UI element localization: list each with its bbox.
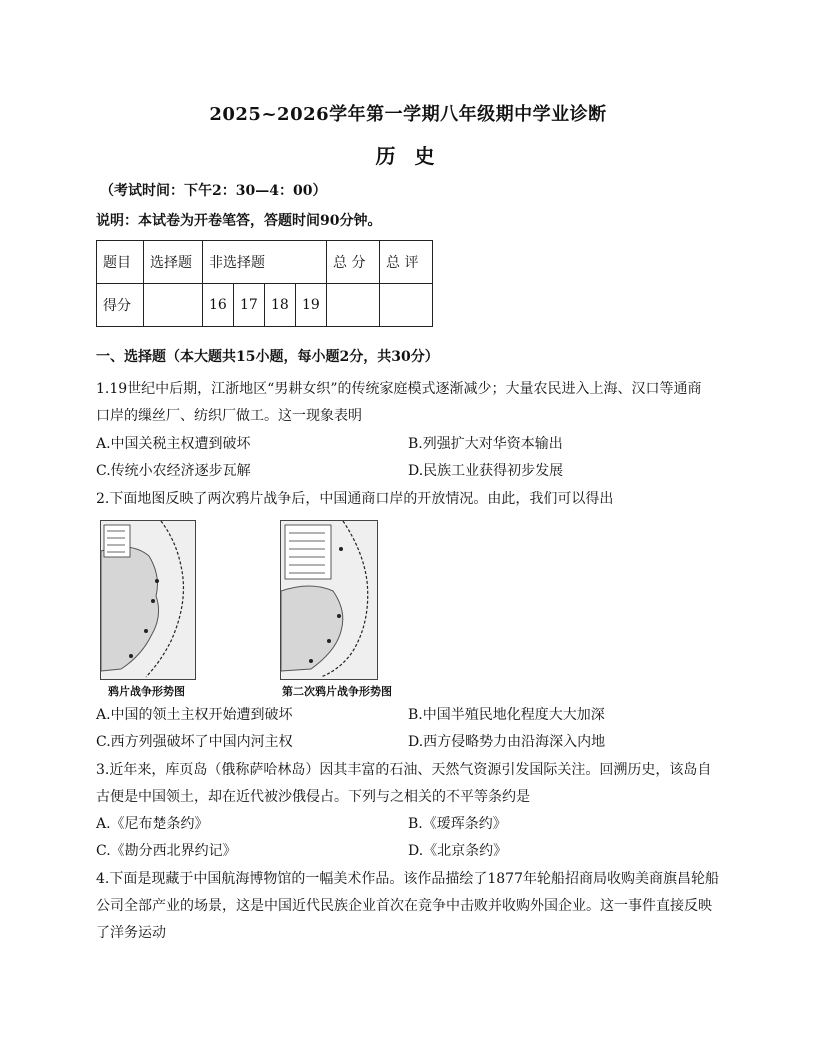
q4-stem-line2: 公司全部产业的场景，这是中国近代民族企业首次在竞争中击败并收购外国企业。这一事件直接反映 [96,898,712,914]
table-cell: 选择题 [144,241,203,284]
table-row [97,241,433,284]
q4-stem-line3: 了洋务运动 [96,925,166,941]
score-table [96,240,433,327]
subject-title: 历 史 [375,144,441,168]
q3-stem-line2: 古便是中国领土，却在近代被沙俄侵占。下列与之相关的不平等条约是 [96,789,530,805]
table-cell: 18 [265,284,296,327]
q4-stem-line1: 4.下面是现藏于中国航海博物馆的一幅美术作品。该作品描绘了1877年轮船招商局收购美商旗昌轮船 [96,871,719,887]
exam-time: （考试时间：下午2：30—4：00） [100,183,327,199]
table-cell: 总 评 [380,241,433,284]
map1-caption: 鸦片战争形势图 [108,685,185,698]
opium-war-map-2 [280,520,378,680]
opium-war-map-1 [100,520,196,680]
q3-option-c: C.《勘分西北界约记》 [96,843,237,859]
table-cell: 17 [234,284,265,327]
q1-option-d: D.民族工业获得初步发展 [408,463,564,479]
q1-option-c: C.传统小农经济逐步瓦解 [96,463,251,479]
table-cell: 题目 [97,241,144,284]
table-cell: 19 [296,284,327,327]
q1-option-b: B.列强扩大对华资本输出 [408,436,563,452]
map-graphic [101,521,195,679]
q2-option-a: A.中国的领土主权开始遭到破坏 [96,707,293,723]
q2-option-c: C.西方列强破坏了中国内河主权 [96,734,293,750]
exam-note: 说明：本试卷为开卷笔答，答题时间90分钟。 [96,213,382,229]
q3-option-d: D.《北京条约》 [408,843,508,859]
table-row [97,284,433,327]
q1-stem-line1: 1.19世纪中后期，江浙地区“男耕女织”的传统家庭模式逐渐减少；大量农民进入上海、汉口等通商 [96,381,702,397]
table-cell: 16 [203,284,234,327]
q2-option-d: D.西方侵略势力由沿海深入内地 [408,734,606,750]
section1-heading: 一、选择题（本大题共15小题，每小题2分，共30分） [96,349,439,365]
map-graphic [281,521,377,679]
q3-option-a: A.《尼布楚条约》 [96,816,209,832]
exam-title: 2025~2026学年第一学期八年级期中学业诊断 [209,104,607,125]
table-cell [380,284,433,327]
table-cell: 非选择题 [203,241,327,284]
table-cell [144,284,203,327]
q3-option-b: B.《瑷珲条约》 [408,816,507,832]
q2-stem-line1: 2.下面地图反映了两次鸦片战争后，中国通商口岸的开放情况。由此，我们可以得出 [96,491,614,507]
q1-option-a: A.中国关税主权遭到破坏 [96,436,251,452]
table-cell: 得分 [97,284,144,327]
table-cell: 总 分 [327,241,380,284]
map2-caption: 第二次鸦片战争形势图 [282,685,392,698]
table-cell [327,284,380,327]
q3-stem-line1: 3.近年来，库页岛（俄称萨哈林岛）因其丰富的石油、天然气资源引发国际关注。回溯历史，该岛自 [96,762,712,778]
q1-stem-line2: 口岸的缫丝厂、纺织厂做工。这一现象表明 [96,408,362,424]
q2-option-b: B.中国半殖民地化程度大大加深 [408,707,605,723]
